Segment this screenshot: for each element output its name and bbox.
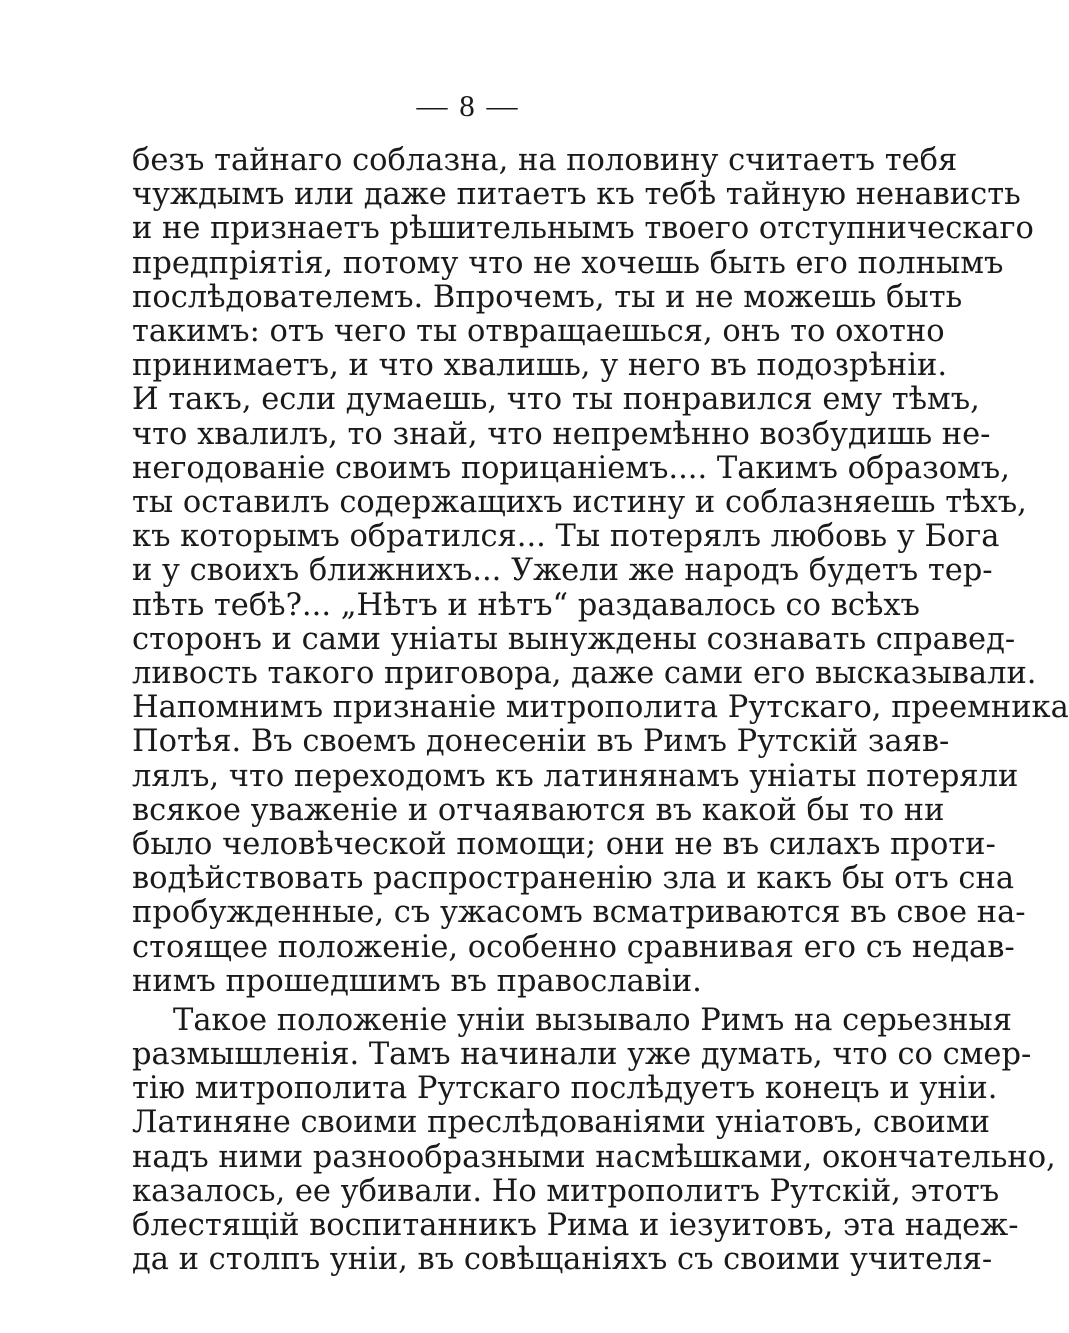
text-line: пѣть тебѣ?... „Нѣтъ и нѣтъ“ раздавалось со всѣхъ: [132, 588, 920, 623]
page-number: — 8 —: [416, 88, 520, 123]
text-line: принимаетъ, и что хвалишь, у него въ подозрѣніи.: [132, 348, 948, 383]
text-line: и не признаетъ рѣшительнымъ твоего отступническаго: [132, 211, 1034, 246]
text-line: ливость такого приговора, даже сами его высказывали.: [132, 656, 1037, 691]
text-line: водѣйствовать распространенію зла и какъ бы отъ сна: [132, 861, 1015, 896]
text-line: пробужденные, съ ужасомъ всматриваются въ свое на-: [132, 895, 1026, 930]
text-line: предпріятія, потому что не хочешь быть его полнымъ: [132, 246, 1004, 281]
text-line: что хвалилъ, то знай, что непремѣнно возбудишь не-: [132, 417, 991, 452]
text-line: всякое уваженіе и отчаяваются въ какой бы то ни: [132, 793, 945, 828]
paragraph-last-line: нимъ прошедшимъ въ православіи.: [132, 964, 702, 999]
text-line: Напомнимъ признаніе митрополита Рутскаго, преемника: [132, 690, 1069, 725]
text-line: чуждымъ или даже питаетъ къ тебѣ тайную ненависть: [132, 177, 1021, 212]
text-line: И такъ, если думаешь, что ты понравился ему тѣмъ,: [132, 382, 980, 417]
text-line: да и столпъ уніи, въ совѣщаніяхъ съ своими учителя-: [132, 1242, 993, 1277]
text-line: стоящее положеніе, особенно сравнивая его съ недав-: [132, 930, 1015, 965]
text-line: сторонъ и сами уніаты вынуждены сознавать справед-: [132, 622, 1016, 657]
text-line: ты оставилъ содержащихъ истину и соблазняешь тѣхъ,: [132, 485, 1027, 520]
text-line: казалось, ее убивали. Но митрополитъ Рутскій, этотъ: [132, 1174, 1000, 1209]
text-line: тію митрополита Рутскаго послѣдуетъ конецъ и уніи.: [132, 1071, 998, 1106]
text-line: и у своихъ ближнихъ... Ужели же народъ будетъ тер-: [132, 553, 993, 588]
text-line: лялъ, что переходомъ къ латинянамъ уніаты потеряли: [132, 759, 1019, 794]
paragraph-first-line: Такое положеніе уніи вызывало Римъ на серьезныя: [173, 1003, 1012, 1038]
text-line: послѣдователемъ. Впрочемъ, ты и не можешь быть: [132, 280, 963, 315]
text-line: безъ тайнаго соблазна, на половину считаетъ тебя: [132, 143, 958, 178]
text-line: Латиняне своими преслѣдованіями уніатовъ, своими: [132, 1105, 990, 1140]
text-line: надъ ними разнообразными насмѣшками, окончательно,: [132, 1140, 1056, 1175]
text-line: негодованіе своимъ порицаніемъ.... Такимъ образомъ,: [132, 451, 1010, 486]
text-line: такимъ: отъ чего ты отвращаешься, онъ то охотно: [132, 314, 945, 349]
text-line: блестящій воспитанникъ Рима и іезуитовъ, эта надеж-: [132, 1208, 1019, 1243]
text-line: было человѣческой помощи; они не въ силахъ проти-: [132, 827, 996, 862]
text-line: размышленія. Тамъ начинали уже думать, что со смер-: [132, 1037, 1032, 1072]
text-line: Потѣя. Въ своемъ донесеніи въ Римъ Рутскій заяв-: [132, 724, 950, 759]
text-line: къ которымъ обратился... Ты потерялъ любовь у Бога: [132, 519, 1000, 554]
